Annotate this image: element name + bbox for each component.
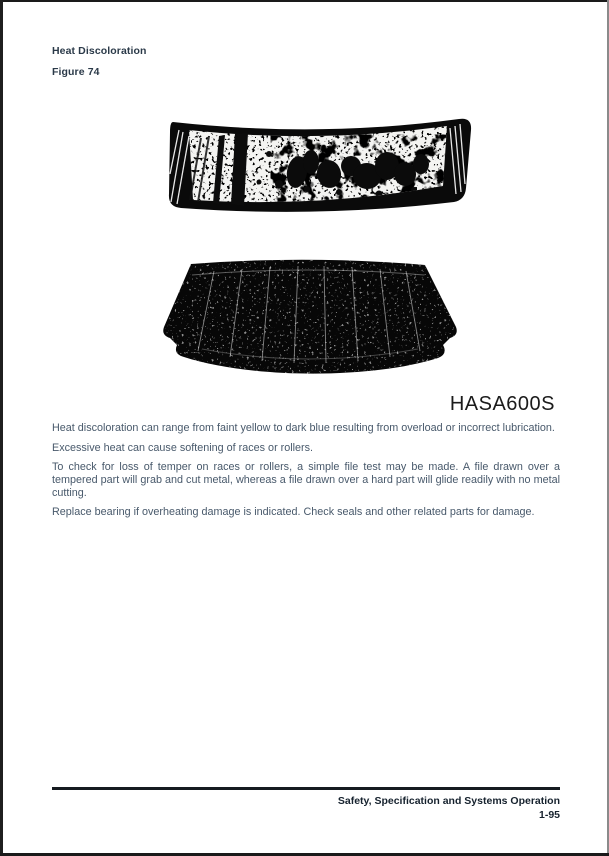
section-heading: Heat Discoloration [52, 45, 147, 57]
figure-image-code: HASA600S [449, 393, 555, 415]
footer-rule [52, 787, 560, 790]
bearing-cone-assembly-photo [162, 257, 458, 381]
paragraph-file-test: To check for loss of temper on races or rollers, a simple file test may be made. A file drawn over a tempered part will grab and cut metal, whereas a file drawn over a hard part will glide readily with no metal cutting. [52, 461, 560, 499]
footer-section-title: Safety, Specification and Systems Operation [337, 795, 560, 807]
bearing-race-heat-discoloration-photo [159, 114, 477, 216]
figure-number-label: Figure 74 [52, 66, 100, 78]
paragraph-excessive-heat: Excessive heat can cause softening of races or rollers. [52, 441, 314, 454]
body-text-block [52, 422, 560, 526]
footer-page-number: 1-95 [538, 808, 560, 821]
page-edge-top [0, 0, 609, 2]
paragraph-replace-bearing: Replace bearing if overheating damage is indicated. Check seals and other related parts for damage. [52, 506, 535, 519]
paragraph-heat-discoloration: Heat discoloration can range from faint yellow to dark blue resulting from overload or incorrect lubrication. [52, 422, 555, 434]
page-edge-left [0, 0, 3, 856]
page-footer [52, 795, 560, 823]
